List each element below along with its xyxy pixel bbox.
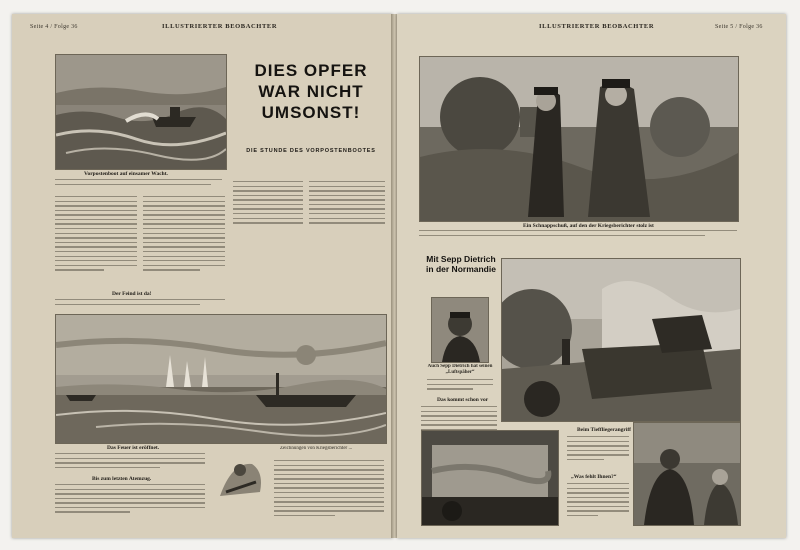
left-masthead: ILLUSTRIERTER BEOBACHTER (162, 23, 278, 30)
right-masthead: ILLUSTRIERTER BEOBACHTER (539, 23, 655, 30)
caption-portrait: Auch Sepp Dietrich hat seinen „Luftspäher“ (427, 364, 493, 375)
article-title: Mit Sepp Dietrich in der Normandie (426, 254, 496, 274)
right-running-head: Seite 5 / Folge 36 (715, 24, 763, 30)
photo-destroyed-vehicles (501, 258, 741, 422)
caption-feind-text (55, 299, 225, 313)
illustration-boat-at-sea (55, 54, 227, 170)
photo-officers-in-field (419, 56, 739, 222)
caption-top-photo: Ein Schnappschuß, auf den der Kriegsberichter stolz ist (523, 223, 654, 229)
caption-was-fehlt: „Was fehlt Ihnen?“ (571, 474, 617, 480)
caption-feuer: Das Feuer ist eröffnet. (107, 445, 160, 451)
caption-bottom-right: Zeichnungen von Kriegsberichter ... (280, 446, 353, 451)
left-running-head: Seite 4 / Folge 36 (30, 24, 78, 30)
left-magazine-page (12, 14, 393, 538)
article-subheadline: DIE STUNDE DES VORPOSTENBOOTES (246, 148, 376, 154)
illustration-soldier-sketch (212, 452, 270, 504)
caption-feuer-text (55, 453, 205, 473)
illustration-naval-battle (55, 314, 387, 444)
body-text-column-2 (143, 196, 225, 286)
caption-kampf: Bis zum letzten Atemzug. (92, 476, 152, 482)
body-text-column-bottom (274, 460, 384, 530)
article-headline: DIES OPFER WAR NICHT UMSONST! (254, 61, 368, 122)
caption-kommt: Das kommt schon vor (437, 397, 489, 403)
photo-soldiers-under-tree (633, 422, 741, 526)
caption-tieflieger: Beim Tieffliegerangriff (577, 427, 632, 433)
photo-vehicle-windshield (421, 430, 559, 526)
caption-feind: Der Feind ist da! (112, 291, 152, 297)
body-text-column-3 (233, 181, 303, 231)
body-text-column-1 (55, 196, 137, 286)
caption-kampf-text (55, 484, 205, 524)
caption-portrait-text (427, 379, 493, 395)
caption-top-illustration: Vorpostenboot auf einsamer Wacht. (84, 171, 168, 177)
right-magazine-page (397, 14, 786, 538)
caption-top-photo-text (419, 230, 737, 240)
caption-tieflieger-text (567, 436, 629, 470)
photo-sepp-dietrich-portrait (431, 297, 489, 363)
caption-was-fehlt-text (567, 483, 629, 525)
body-text-column-4 (309, 181, 385, 231)
caption-text-block (55, 179, 225, 191)
